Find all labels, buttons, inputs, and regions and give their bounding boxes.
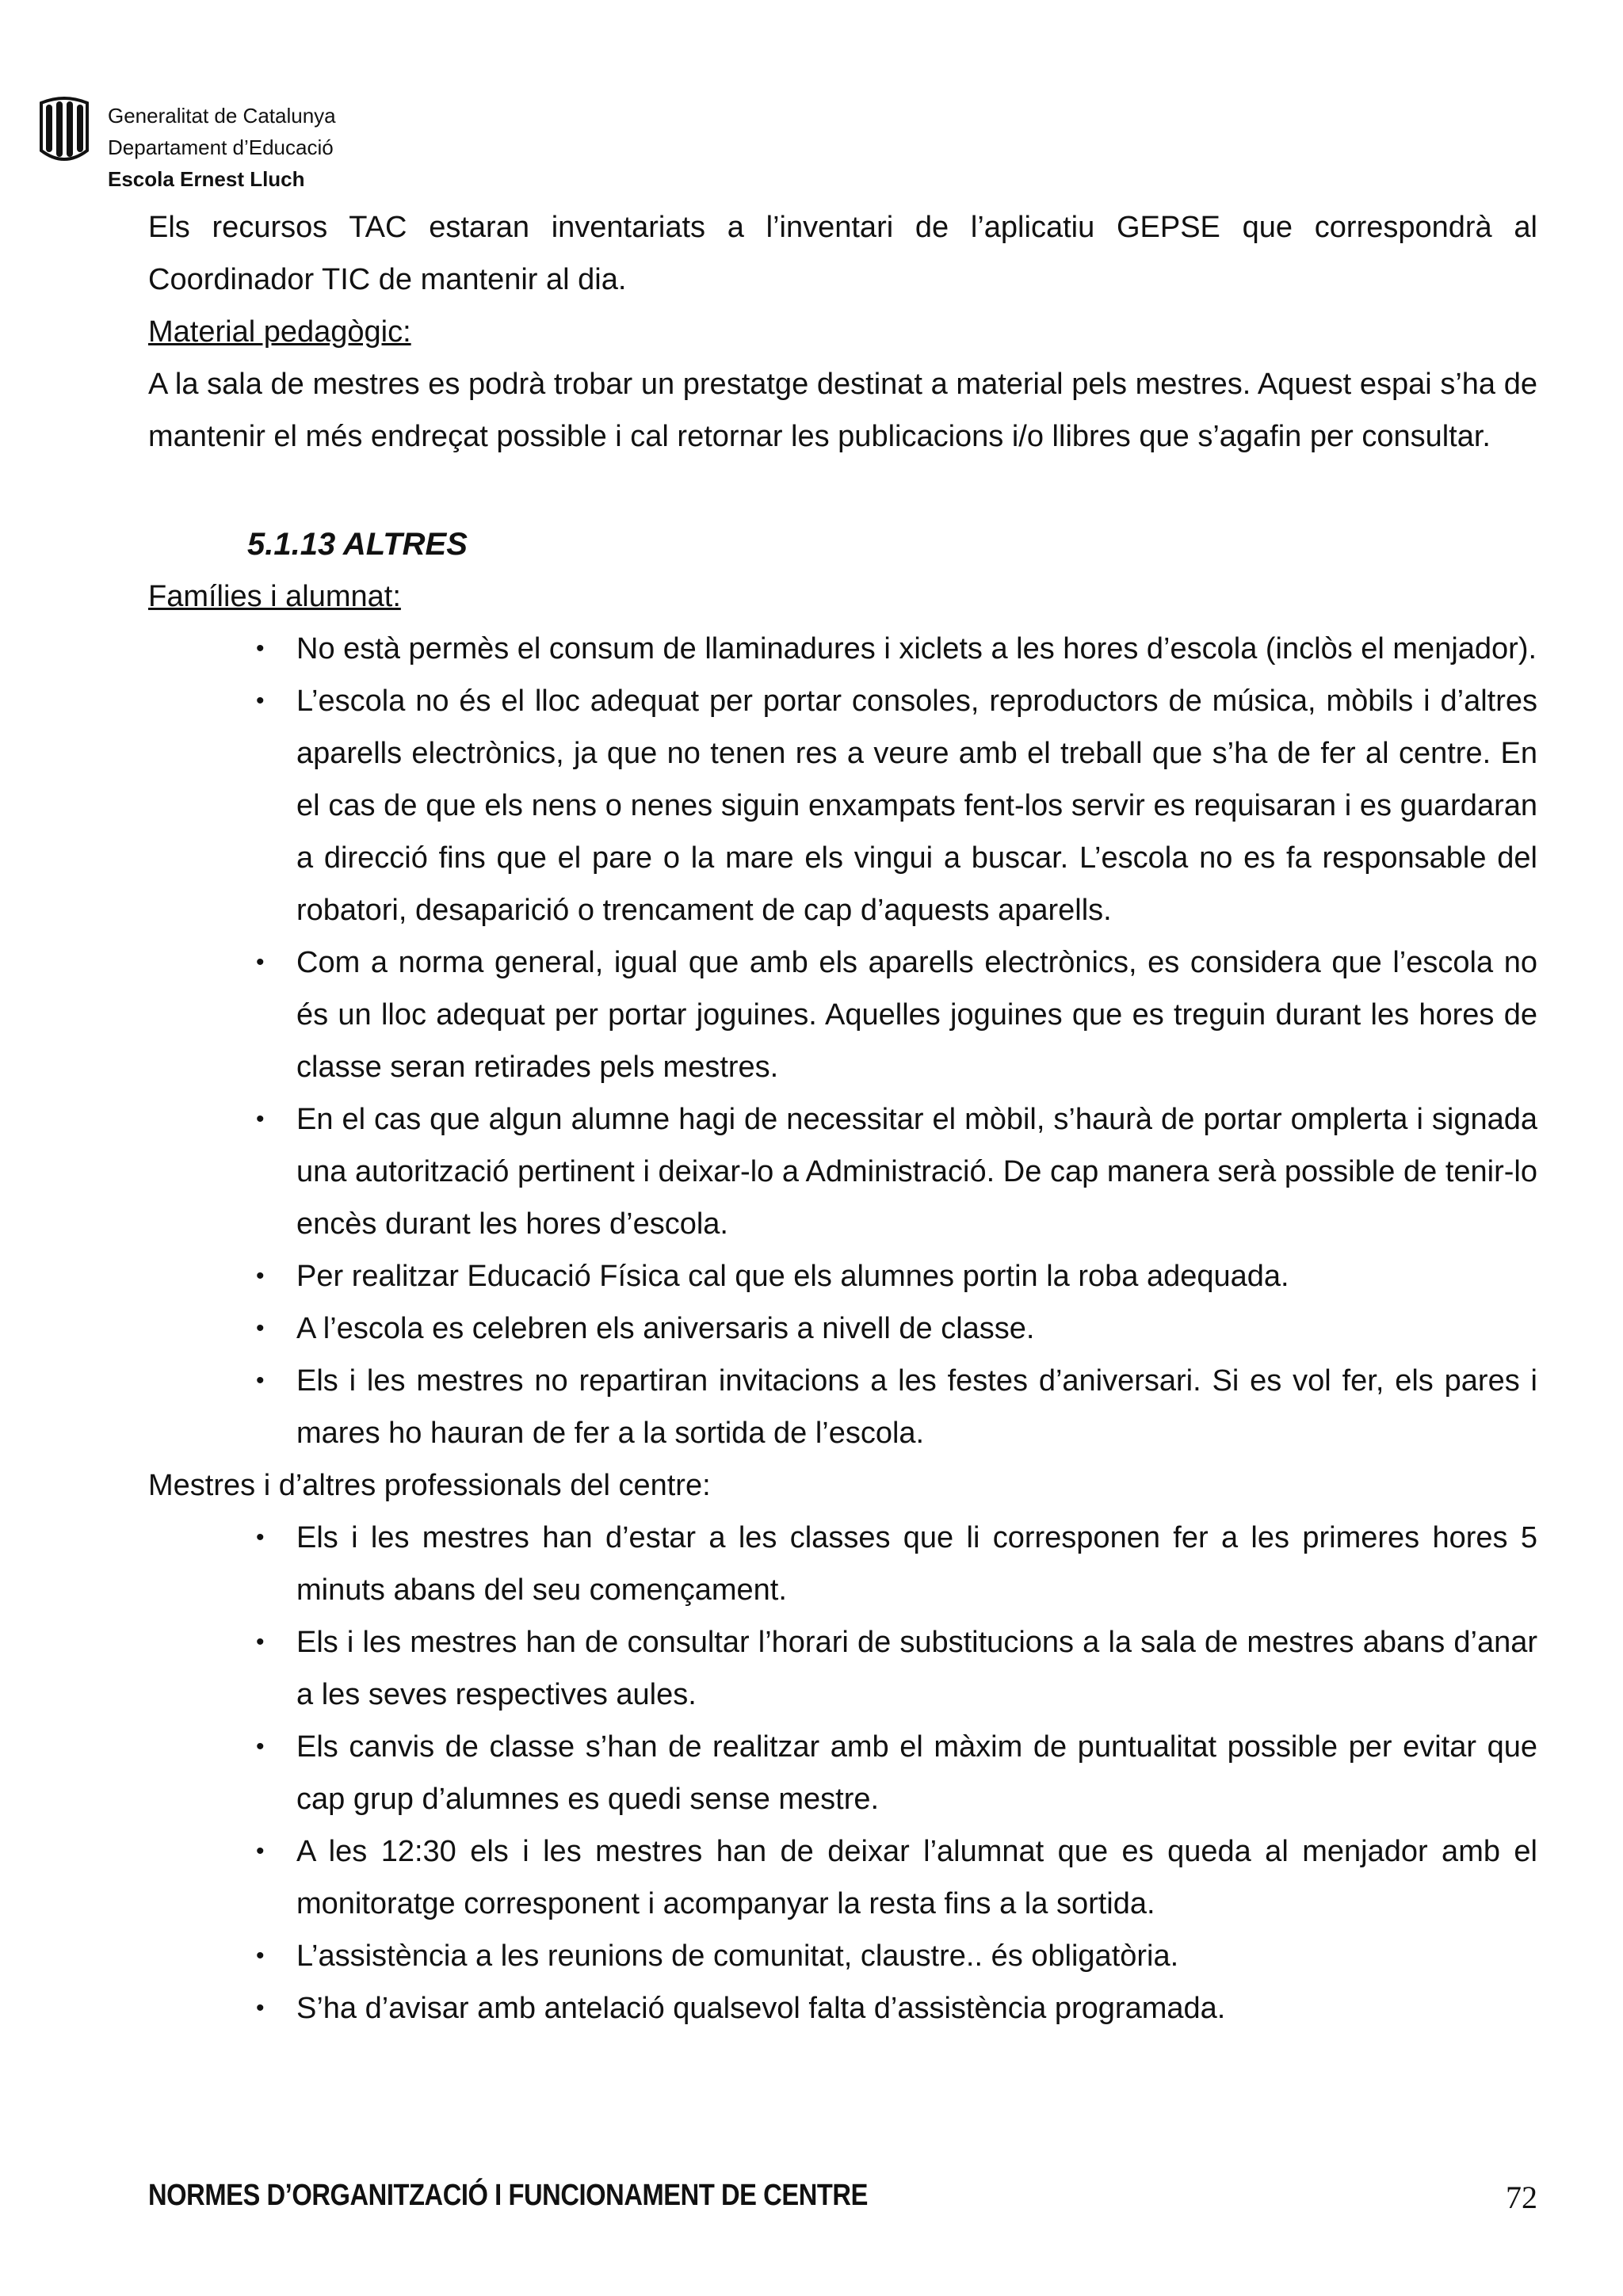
document-footer (148, 2179, 1537, 2226)
teachers-heading: Mestres i d’altres professionals del centre: (148, 1469, 711, 1502)
list-item (148, 1512, 1537, 1616)
list-item-text: No està permès el consum de llaminadures i xiclets a les hores d’escola (inclòs el menjador). (296, 632, 1537, 666)
list-item-text: Per realitzar Educació Física cal que els alumnes portin la roba adequada. (296, 1260, 1289, 1293)
list-item (148, 1616, 1537, 1721)
bullet-icon: • (256, 1367, 265, 1394)
document-body (148, 201, 1537, 2035)
bullet-icon: • (256, 1629, 265, 1655)
list-item-text: L’assistència a les reunions de comunitat, claustre.. és obligatòria. (296, 1939, 1179, 1973)
list-item (148, 1302, 1537, 1355)
list-item (148, 1093, 1537, 1250)
bullet-icon: • (256, 1943, 265, 1969)
footer-title: NORMES D’ORGANITZACIÓ I FUNCIONAMENT DE CENTRE (148, 2179, 868, 2212)
list-item-text: Els canvis de classe s’han de realitzar amb el màxim de puntualitat possible per evitar que cap grup d’alumnes es quedi sense mestre. (296, 1730, 1537, 1816)
list-item-text: L’escola no és el lloc adequat per portar consoles, reproductors de música, mòbils i d’altres aparells electrònics, ja que no tenen res a veure amb el treball que s’ha de fer al centre. En el cas de que els nens o nenes siguin enxampats fent-los servir es requisaran i es guardaran a direcció fins que el pare o la mare els vingui a buscar. L’escola no es fa responsable del robatori, desaparició o trencament de cap d’aquests aparells. (296, 685, 1537, 927)
families-heading: Famílies i alumnat: (148, 580, 401, 613)
page-number: 72 (1506, 2180, 1537, 2215)
material-pedagogic-heading: Material pedagògic: (148, 315, 411, 349)
section-spacer (148, 463, 1537, 515)
list-item (148, 1982, 1537, 2035)
tac-resources-paragraph: Els recursos TAC estaran inventariats a l’inventari de l’aplicatiu GEPSE que correspondrà al Coordinador TIC de mantenir al dia. (148, 211, 1537, 296)
list-item (148, 623, 1537, 675)
list-item (148, 1250, 1537, 1302)
section-title: 5.1.13 ALTRES (247, 527, 468, 562)
material-pedagogic-paragraph: A la sala de mestres es podrà trobar un prestatge destinat a material pels mestres. Aquest espai s’ha de mantenir el més endreçat possible i cal retornar les publicacions i/o llibres que s’agafin per consultar. (148, 368, 1537, 453)
list-item (148, 936, 1537, 1093)
header-school-name: Escola Ernest Lluch (108, 167, 305, 191)
list-item-text: En el cas que algun alumne hagi de necessitar el mòbil, s’haurà de portar omplerta i signada una autorització pertinent i deixar-lo a Administració. De cap manera serà possible de tenir-lo encès durant les hores d’escola. (296, 1103, 1537, 1241)
families-list (148, 623, 1537, 1459)
list-item (148, 675, 1537, 936)
header-line-generalitat: Generalitat de Catalunya (108, 104, 336, 128)
bullet-icon: • (256, 1995, 265, 2021)
teachers-list (148, 1512, 1537, 2035)
bullet-icon: • (256, 1524, 265, 1550)
bullet-icon: • (256, 1733, 265, 1760)
list-item-text: Els i les mestres han de consultar l’horari de substitucions a la sala de mestres abans d’anar a les seves respectives aules. (296, 1626, 1537, 1711)
bullet-icon: • (256, 1263, 265, 1289)
bullet-icon: • (256, 1106, 265, 1132)
bullet-icon: • (256, 1838, 265, 1864)
bullet-icon: • (256, 949, 265, 975)
bullet-icon: • (256, 635, 265, 662)
list-item-text: S’ha d’avisar amb antelació qualsevol falta d’assistència programada. (296, 1992, 1226, 2025)
list-item (148, 1355, 1537, 1459)
list-item-text: A les 12:30 els i les mestres han de deixar l’alumnat que es queda al menjador amb el monitoratge corresponent i acompanyar la resta fins a la sortida. (296, 1835, 1537, 1920)
list-item-text: Com a norma general, igual que amb els aparells electrònics, es considera que l’escola no és un lloc adequat per portar joguines. Aquelles joguines que es treguin durant les hores de classe seran retirades pels mestres. (296, 946, 1537, 1084)
list-item (148, 1825, 1537, 1930)
bullet-icon: • (256, 688, 265, 714)
generalitat-catalunya-logo-icon (35, 95, 94, 165)
list-item (148, 1930, 1537, 1982)
list-item-text: Els i les mestres no repartiran invitacions a les festes d’aniversari. Si es vol fer, els pares i mares ho hauran de fer a la sortida de l’escola. (296, 1364, 1537, 1450)
header-line-departament: Departament d’Educació (108, 135, 334, 159)
list-item-text: Els i les mestres han d’estar a les classes que li corresponen fer a les primeres hores 5 minuts abans del seu començament. (296, 1521, 1537, 1607)
list-item-text: A l’escola es celebren els aniversaris a nivell de classe. (296, 1312, 1035, 1345)
bullet-icon: • (256, 1315, 265, 1341)
list-item (148, 1721, 1537, 1825)
